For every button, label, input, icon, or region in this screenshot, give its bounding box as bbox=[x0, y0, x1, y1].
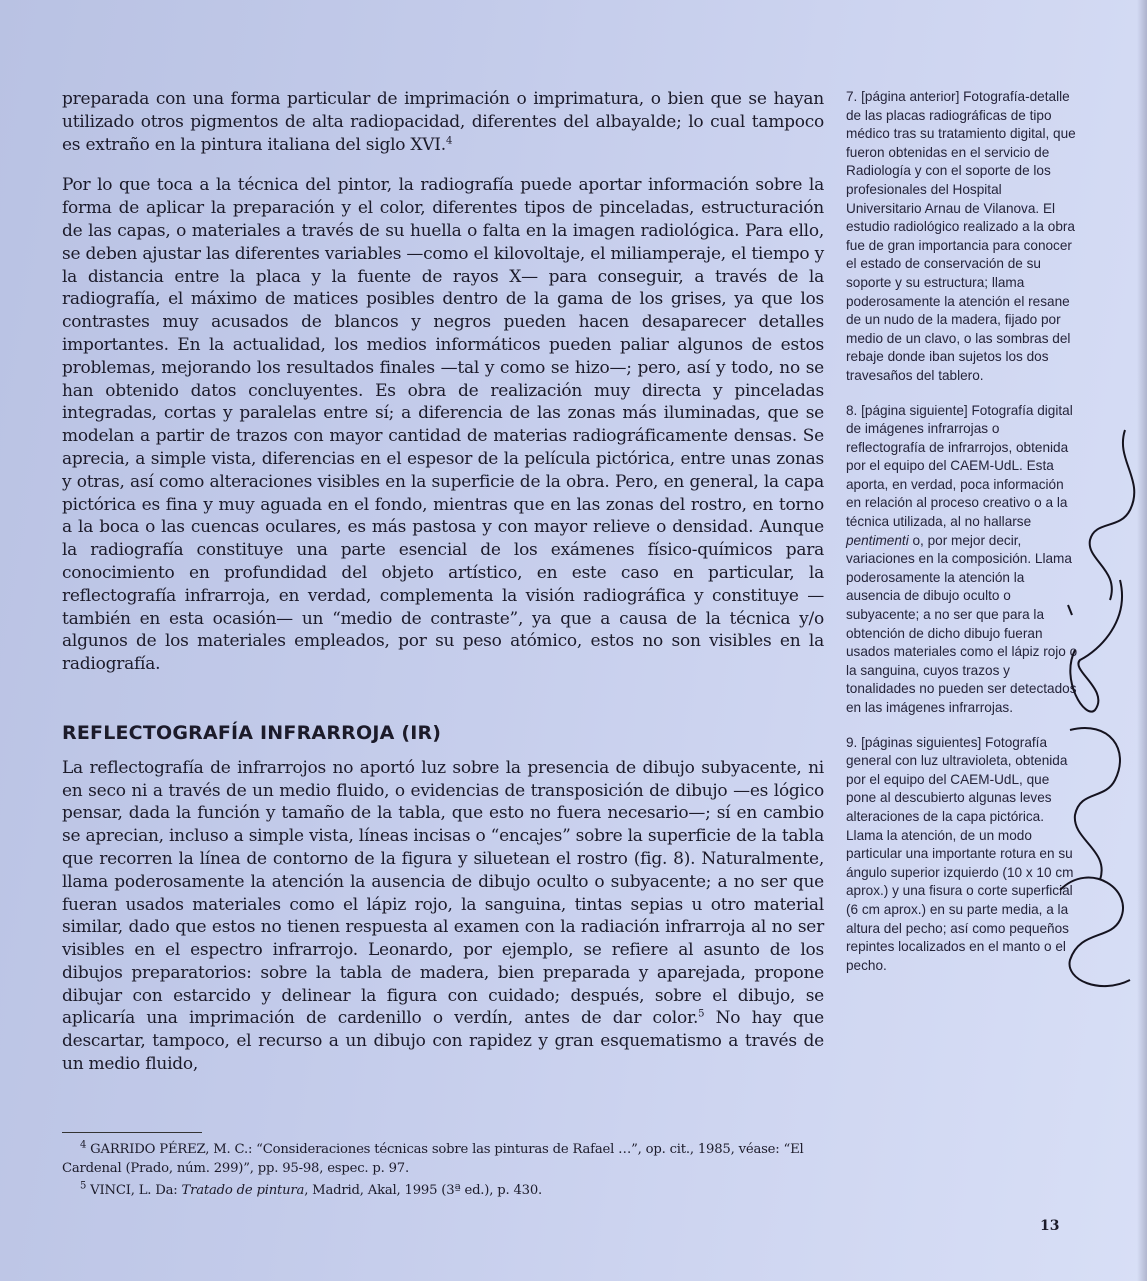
footnote-5: $^5$ VINCI, L. Da: Tratado de pintura, Madrid, Akal, 1995 (3ª ed.), p. 430. bbox=[80, 1180, 543, 1198]
section-heading: REFLECTOGRAFÍA INFRARROJA (IR) bbox=[62, 721, 442, 744]
paragraph-3: La reflectografía de infrarrojos no aportó luz sobre la presencia de dibujo subyacente, ni en seco ni a través de un medio fluido, o evidencias de transposición de dibujo —es lógico pensar, dada la función y tamaño de la tabla, que esto no fuera necesario—; sí en cambio se aprecian, incluso a simple vista, líneas incisas o “encajes” sobre la superficie de la tabla que recorren la línea de contorno de la figura y siluetean el rostro (fig. 8). Naturalmente, llama poderosamente la atención la ausencia de dibujo oculto o subyacente; a no ser que fueran usados materiales como el lápiz rojo, la sanguina, tintas sepias u otro material similar, dado que estos no tienen respuesta al examen con la radiación infrarroja al no ser visibles en el espectro infrarrojo. Leonardo, por ejemplo, se refiere al asunto de los dibujos preparatorios: sobre la tabla de madera, bien preparada y aparejada, propone dibujar con estarcido y delinear la figura con cuidado; después, sobre el dibujo, se aplicaría una imprimación de cardenillo o verdín, antes de dar color.$^5$ No hay que descartar, tampoco, el recurso a un dibujo con rapidez y gran esquematismo a través de un medio fluido, bbox=[62, 757, 824, 1075]
page-number: 13 bbox=[1040, 1218, 1060, 1234]
footnote-divider bbox=[62, 1132, 202, 1133]
caption-9: 9. [páginas siguientes] Fotografía general con luz ultravioleta, obtenida por el equipo del CAEM-UdL, que pone al descubierto algunas leves alteraciones de la capa pictórica. Llama la atención, de un modo particular una importante rotura en su ángulo superior izquierdo (10 x 10 cm aprox.) y una fisura o corte superficial (6 cm aprox.) en su parte media, a la altura del pecho; así como pequeños repintes localizados en el manto o el pecho. bbox=[846, 734, 1074, 973]
footnote-ref-5[interactable]: 5 bbox=[698, 1008, 705, 1020]
footnote-ref-4[interactable]: 4 bbox=[445, 134, 453, 146]
caption-7: 7. [página anterior] Fotografía-detalle de las placas radiográficas de tipo médico tras su tratamiento digital, que fueron obtenidas en el servicio de Radiología y con el soporte de los profesionales del Hospital Universitario Arnau de Vilanova. El estudio radiológico realizado a la obra fue de gran importancia para conocer el estado de conservación de su soporte y su estructura; llama poderosamente la atención el resane de un nudo de la madera, fijado por medio de un clavo, o las sombras del rebaje donde iban sujetos los dos travesaños del tablero. bbox=[846, 89, 1076, 383]
caption-8: 8. [página siguiente] Fotografía digital de imágenes infrarrojas o reflectografía de infrarrojos, obtenida por el equipo del CAEM-UdL. Esta aporta, en verdad, poca información en relación al proceso creativo o a la técnica utilizada, al no hallarse pentimenti o, por mejor decir, variaciones en la composición. Llama poderosamente la atención la ausencia de dibujo oculto o subyacente; a no ser que para la obtención de dicho dibujo fueran usados materiales como el lápiz rojo o la sanguina, cuyos trazos y tonalidades no pueden ser detectados en las imágenes infrarrojas. bbox=[846, 402, 1078, 715]
paragraph-2: Por lo que toca a la técnica del pintor, la radiografía puede aportar información sobre la forma de aplicar la preparación y el color, diferentes tipos de pinceladas, estructuración de las capas, o materiales a través de su huella o falta en la imagen radiológica. Para ello, se deben ajustar las diferentes variables —como el kilovoltaje, el miliamperaje, el tiempo y la distancia entre la placa y la fuente de rayos X— para conseguir, a través de la radiografía, el máximo de matices posibles dentro de la gama de los grises, ya que los contrastes muy acusados de blancos y negros pueden hacen desaparecer detalles importantes. En la actualidad, los medios informáticos pueden paliar algunos de estos problemas, mejorando los resultados finales —tal y como se hizo—; pero, así y todo, no se han obtenido datos concluyentes. Es obra de realización muy directa y pinceladas integradas, cortas y paralelas entre sí; a diferencia de las zonas más iluminadas, que se modelan a partir de trazos con mayor cantidad de materias radiográficamente densas. Se aprecia, a simple vista, diferencias en el espesor de la película pictórica, entre unas zonas y otras, así como alteraciones visibles en la superficie de la obra. Pero, en general, la capa pictórica es fina y muy aguada en el fondo, mientras que en las zonas del rostro, en torno a la boca o las cuencas oculares, es más pastosa y con mayor relieve o densidad. Aunque la radiografía constituye una parte esencial de los exámenes físico-químicos para conocimiento en profundidad del objeto artístico, en este caso en particular, la reflectografía infrarroja, en verdad, complementa la visión radiográfica y constituye —también en esta ocasión— un “medio de contraste”, ya que a causa de la técnica y/o algunos de los materiales empleados, por su peso atómico, estos no son visibles en la radiografía. bbox=[62, 175, 824, 675]
main-text-column bbox=[62, 88, 824, 1076]
handwritten-signature bbox=[1020, 420, 1147, 1020]
paragraph-1: preparada con una forma particular de imprimación o imprimatura, o bien que se hayan utilizado otros pigmentos de alta radiopacidad, diferentes del albayalde; lo cual tampoco es extraño en la pintura italiana del siglo XVI.$^4$ bbox=[62, 89, 824, 155]
footnotes bbox=[62, 1140, 832, 1203]
page-edge-shadow bbox=[1137, 0, 1147, 1281]
footnote-4: $^4$ GARRIDO PÉREZ, M. C.: “Consideraciones técnicas sobre las pinturas de Rafael …”, op. cit., 1985, véase: “El Cardenal (Prado, núm. 299)”, pp. 95-98, espec. p. 97. bbox=[62, 1139, 804, 1176]
